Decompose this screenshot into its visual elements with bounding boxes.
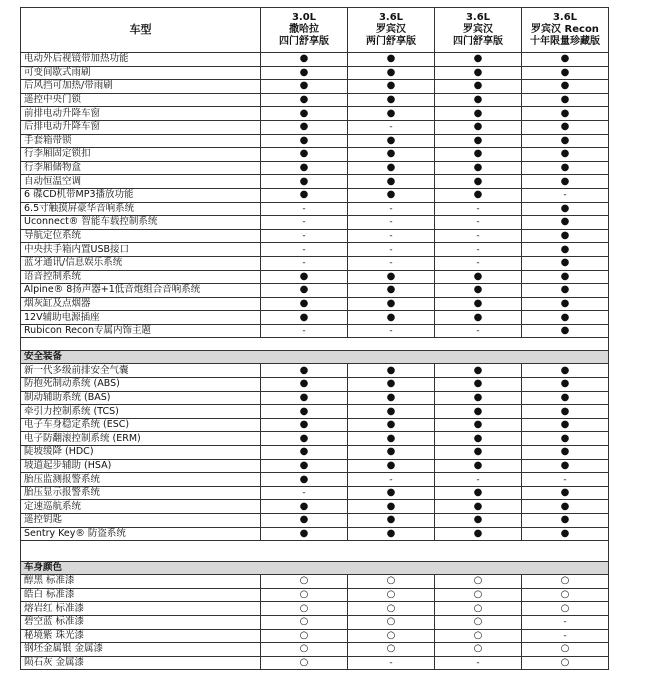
feature-value: - [261, 324, 348, 338]
feature-value: - [435, 473, 522, 487]
feature-value: ● [522, 270, 609, 284]
feature-value: - [522, 629, 609, 643]
feature-name: 定速巡航系统 [21, 500, 261, 514]
table-row [21, 66, 609, 80]
section-header-row [21, 562, 609, 575]
feature-name: 防抱死制动系统 (ABS) [21, 378, 261, 392]
table-row [21, 107, 609, 121]
feature-value: ● [435, 80, 522, 94]
feature-name: 遥控钥匙 [21, 514, 261, 528]
header-row [21, 8, 609, 53]
feature-name: 制动辅助系统 (BAS) [21, 391, 261, 405]
feature-value: ○ [435, 629, 522, 643]
feature-value: ● [348, 66, 435, 80]
feature-name: 秘境紫 珠光漆 [21, 629, 261, 643]
feature-name: 蓝牙通讯/信息娱乐系统 [21, 256, 261, 270]
table-row [21, 80, 609, 94]
feature-value: ● [348, 188, 435, 202]
feature-value: ● [522, 53, 609, 67]
feature-value: ● [261, 188, 348, 202]
table-row [21, 311, 609, 325]
table-row [21, 459, 609, 473]
feature-value: ● [522, 107, 609, 121]
feature-value: - [435, 324, 522, 338]
feature-value: ● [522, 120, 609, 134]
feature-value: ● [522, 148, 609, 162]
feature-value: - [261, 216, 348, 230]
feature-value: - [261, 243, 348, 257]
feature-value: ● [348, 148, 435, 162]
table-row [21, 378, 609, 392]
feature-value: ● [522, 364, 609, 378]
feature-value: ○ [522, 575, 609, 589]
feature-value: ● [435, 432, 522, 446]
feature-value: ● [522, 446, 609, 460]
table-row [21, 188, 609, 202]
feature-value: ● [348, 446, 435, 460]
feature-value: - [348, 120, 435, 134]
feature-value: - [348, 656, 435, 670]
feature-name: 遥控中央门锁 [21, 93, 261, 107]
feature-value: ○ [522, 602, 609, 616]
feature-value: ● [522, 216, 609, 230]
feature-value: - [261, 256, 348, 270]
table-row [21, 175, 609, 189]
model-column-header [261, 8, 348, 53]
feature-value: ● [348, 161, 435, 175]
table-row [21, 391, 609, 405]
feature-value: ● [261, 311, 348, 325]
section-spacer [21, 338, 609, 351]
spec-table [20, 7, 609, 670]
table-row [21, 324, 609, 338]
feature-value: ● [348, 93, 435, 107]
feature-value: - [522, 615, 609, 629]
feature-value: ● [435, 161, 522, 175]
table-row [21, 270, 609, 284]
feature-value: ● [348, 527, 435, 541]
spec-body [21, 53, 609, 670]
feature-value: - [435, 243, 522, 257]
feature-value: ● [522, 324, 609, 338]
feature-value: ● [522, 256, 609, 270]
feature-value: ● [522, 378, 609, 392]
feature-value: ● [348, 391, 435, 405]
feature-value: ○ [435, 588, 522, 602]
feature-name: 12V辅助电源插座 [21, 311, 261, 325]
feature-value: ○ [348, 588, 435, 602]
model-column-header [522, 8, 609, 53]
feature-value: ● [522, 486, 609, 500]
feature-value: - [435, 229, 522, 243]
feature-name: 牵引力控制系统 (TCS) [21, 405, 261, 419]
feature-value: ○ [435, 575, 522, 589]
feature-value: ○ [435, 602, 522, 616]
table-row [21, 364, 609, 378]
feature-value: ○ [435, 615, 522, 629]
feature-value: ● [348, 134, 435, 148]
feature-name: 电子防翻滚控制系统 (ERM) [21, 432, 261, 446]
feature-value: ● [435, 514, 522, 528]
section-title: 安全装备 [21, 351, 609, 364]
feature-value: ● [435, 134, 522, 148]
feature-value: ● [522, 432, 609, 446]
model-column-header [435, 8, 522, 53]
feature-value: ● [261, 134, 348, 148]
feature-name: 导航定位系统 [21, 229, 261, 243]
table-row [21, 134, 609, 148]
feature-value: ● [435, 93, 522, 107]
feature-value: ● [522, 243, 609, 257]
table-row [21, 575, 609, 589]
table-row [21, 656, 609, 670]
feature-name: 行李厢储物盒 [21, 161, 261, 175]
feature-value: ● [261, 527, 348, 541]
feature-value: ● [261, 418, 348, 432]
section-header-row [21, 351, 609, 364]
feature-value: ○ [261, 629, 348, 643]
table-row [21, 161, 609, 175]
table-row [21, 473, 609, 487]
table-row [21, 588, 609, 602]
model-header-line: 两门舒享版 [366, 36, 416, 47]
feature-value: ○ [522, 643, 609, 657]
table-row [21, 53, 609, 67]
feature-name: 熔岩红 标准漆 [21, 602, 261, 616]
feature-value: ● [348, 311, 435, 325]
feature-value: ● [261, 284, 348, 298]
feature-value: ● [435, 175, 522, 189]
feature-value: ● [435, 311, 522, 325]
model-header-line: 撒哈拉 [289, 24, 319, 35]
feature-value: ● [261, 53, 348, 67]
feature-value: - [435, 202, 522, 216]
feature-name: 前排电动升降车窗 [21, 107, 261, 121]
feature-value: ● [435, 527, 522, 541]
feature-value: ● [348, 418, 435, 432]
model-header-line: 3.6L [378, 12, 404, 23]
feature-value: ● [348, 486, 435, 500]
table-row [21, 486, 609, 500]
feature-value: ● [522, 405, 609, 419]
feature-value: ○ [261, 575, 348, 589]
feature-value: ● [522, 134, 609, 148]
feature-value: - [522, 473, 609, 487]
feature-name: Alpine® 8扬声器+1低音炮组合音响系统 [21, 284, 261, 298]
spacer-cell [21, 541, 609, 562]
feature-value: ● [261, 473, 348, 487]
feature-value: ● [261, 364, 348, 378]
feature-value: ○ [522, 656, 609, 670]
feature-value: - [435, 256, 522, 270]
feature-value: ○ [261, 588, 348, 602]
table-row [21, 643, 609, 657]
model-header-line: 十年限量珍藏版 [530, 36, 600, 47]
table-row [21, 432, 609, 446]
feature-value: ○ [522, 588, 609, 602]
feature-value: ● [348, 514, 435, 528]
feature-name: 陡坡缓降 (HDC) [21, 446, 261, 460]
model-header-line: 3.6L [552, 12, 578, 23]
feature-value: - [348, 324, 435, 338]
feature-value: ● [348, 284, 435, 298]
feature-value: ● [261, 120, 348, 134]
feature-value: ● [435, 364, 522, 378]
table-row [21, 418, 609, 432]
feature-value: ● [348, 500, 435, 514]
table-row [21, 216, 609, 230]
feature-name: 皓白 标准漆 [21, 588, 261, 602]
feature-value: ● [261, 175, 348, 189]
feature-value: ● [522, 175, 609, 189]
feature-value: ● [261, 107, 348, 121]
table-row [21, 297, 609, 311]
feature-value: ○ [348, 643, 435, 657]
model-column-header [348, 8, 435, 53]
feature-value: ○ [348, 575, 435, 589]
model-header-line: 罗宾汉 [376, 24, 406, 35]
feature-value: ● [261, 297, 348, 311]
feature-value: - [348, 229, 435, 243]
table-row [21, 446, 609, 460]
feature-value: ● [435, 500, 522, 514]
model-header: 车型 [21, 8, 261, 53]
spacer-cell [21, 338, 609, 351]
feature-value: - [261, 202, 348, 216]
feature-value: ● [261, 459, 348, 473]
feature-value: ● [348, 459, 435, 473]
table-row [21, 202, 609, 216]
table-row [21, 615, 609, 629]
feature-value: ● [261, 500, 348, 514]
feature-value: ○ [348, 602, 435, 616]
feature-value: - [348, 256, 435, 270]
table-row [21, 148, 609, 162]
feature-value: ● [522, 500, 609, 514]
section-title: 车身颜色 [21, 562, 609, 575]
feature-value: ○ [261, 643, 348, 657]
table-row [21, 514, 609, 528]
feature-value: ● [435, 107, 522, 121]
feature-value: ● [522, 418, 609, 432]
table-row [21, 256, 609, 270]
feature-name: 坡道起步辅助 (HSA) [21, 459, 261, 473]
feature-value: ● [348, 364, 435, 378]
table-row [21, 120, 609, 134]
feature-value: ● [435, 297, 522, 311]
feature-value: - [522, 188, 609, 202]
feature-value: - [261, 229, 348, 243]
feature-name: 可变间歇式雨刷 [21, 66, 261, 80]
feature-name: 碧空蓝 标准漆 [21, 615, 261, 629]
feature-value: ● [348, 80, 435, 94]
feature-value: ● [435, 446, 522, 460]
feature-name: 电子车身稳定系统 (ESC) [21, 418, 261, 432]
feature-name: 6.5寸触摸屏豪华音响系统 [21, 202, 261, 216]
feature-value: ● [522, 80, 609, 94]
feature-value: ● [522, 514, 609, 528]
feature-value: ○ [435, 643, 522, 657]
feature-value: ● [522, 229, 609, 243]
feature-value: ● [348, 297, 435, 311]
feature-name: Uconnect® 智能车载控制系统 [21, 216, 261, 230]
feature-value: ● [435, 378, 522, 392]
section-spacer [21, 541, 609, 562]
feature-value: ● [522, 297, 609, 311]
feature-value: ○ [261, 602, 348, 616]
feature-value: ● [261, 514, 348, 528]
feature-value: ○ [348, 629, 435, 643]
feature-value: ● [522, 93, 609, 107]
feature-name: 新一代多级前排安全气囊 [21, 364, 261, 378]
feature-value: ○ [348, 615, 435, 629]
feature-name: 手套箱带锁 [21, 134, 261, 148]
feature-name: 语音控制系统 [21, 270, 261, 284]
table-row [21, 527, 609, 541]
feature-value: ● [435, 270, 522, 284]
feature-value: ● [348, 175, 435, 189]
feature-name: Sentry Key® 防盗系统 [21, 527, 261, 541]
feature-value: ● [261, 93, 348, 107]
table-row [21, 93, 609, 107]
table-row [21, 243, 609, 257]
feature-value: - [348, 216, 435, 230]
feature-name: 醇黑 标准漆 [21, 575, 261, 589]
feature-name: 6 碟CD机带MP3播放功能 [21, 188, 261, 202]
model-header-line: 3.0L [291, 12, 317, 23]
feature-name: 烟灰缸及点烟器 [21, 297, 261, 311]
feature-value: ● [348, 378, 435, 392]
feature-value: ● [348, 405, 435, 419]
feature-value: ● [261, 405, 348, 419]
table-row [21, 229, 609, 243]
feature-name: Rubicon Recon专属内饰主题 [21, 324, 261, 338]
feature-value: ● [261, 66, 348, 80]
model-header-line: 四门舒享版 [279, 36, 329, 47]
feature-value: ● [435, 405, 522, 419]
feature-value: ● [261, 148, 348, 162]
feature-value: - [348, 243, 435, 257]
feature-value: - [348, 473, 435, 487]
table-row [21, 500, 609, 514]
feature-value: ● [348, 432, 435, 446]
feature-value: ● [435, 53, 522, 67]
feature-value: ● [435, 459, 522, 473]
feature-value: ● [261, 378, 348, 392]
feature-name: 电动外后视镜带加热功能 [21, 53, 261, 67]
feature-value: ● [348, 270, 435, 284]
model-header-line: 3.6L [465, 12, 491, 23]
feature-value: ● [522, 161, 609, 175]
feature-value: ● [261, 432, 348, 446]
feature-value: ● [261, 391, 348, 405]
feature-value: ● [261, 161, 348, 175]
feature-value: ● [522, 284, 609, 298]
feature-value: ● [348, 107, 435, 121]
feature-name: 自动恒温空调 [21, 175, 261, 189]
feature-name: 陨石灰 金属漆 [21, 656, 261, 670]
feature-value: ● [522, 66, 609, 80]
feature-value: ● [435, 188, 522, 202]
feature-value: ● [435, 284, 522, 298]
feature-value: ○ [261, 615, 348, 629]
feature-name: 行李厢固定锁扣 [21, 148, 261, 162]
feature-name: 胎压显示报警系统 [21, 486, 261, 500]
spec-sheet [20, 7, 609, 670]
feature-value: ○ [261, 656, 348, 670]
feature-value: ● [435, 66, 522, 80]
table-row [21, 284, 609, 298]
feature-value: - [261, 486, 348, 500]
feature-value: ● [522, 527, 609, 541]
feature-value: ● [435, 418, 522, 432]
feature-value: ● [522, 202, 609, 216]
feature-name: 胎压监测报警系统 [21, 473, 261, 487]
feature-value: ● [261, 80, 348, 94]
feature-value: ● [435, 391, 522, 405]
feature-value: ● [522, 311, 609, 325]
feature-value: ● [261, 446, 348, 460]
model-header-line: 罗宾汉 Recon [531, 24, 599, 35]
feature-value: ● [522, 459, 609, 473]
feature-value: ● [435, 120, 522, 134]
feature-name: 钢坯金属银 金属漆 [21, 643, 261, 657]
feature-value: - [435, 656, 522, 670]
feature-value: - [435, 216, 522, 230]
table-row [21, 629, 609, 643]
feature-value: ● [261, 270, 348, 284]
model-header-line: 四门舒享版 [453, 36, 503, 47]
feature-value: ● [522, 391, 609, 405]
feature-value: ● [435, 486, 522, 500]
feature-name: 后风挡可加热/带雨刷 [21, 80, 261, 94]
feature-name: 后排电动升降车窗 [21, 120, 261, 134]
table-row [21, 602, 609, 616]
feature-value: ● [348, 53, 435, 67]
feature-value: ● [435, 148, 522, 162]
model-header-line: 罗宾汉 [463, 24, 493, 35]
table-row [21, 405, 609, 419]
feature-name: 中央扶手箱内置USB接口 [21, 243, 261, 257]
feature-value: - [348, 202, 435, 216]
